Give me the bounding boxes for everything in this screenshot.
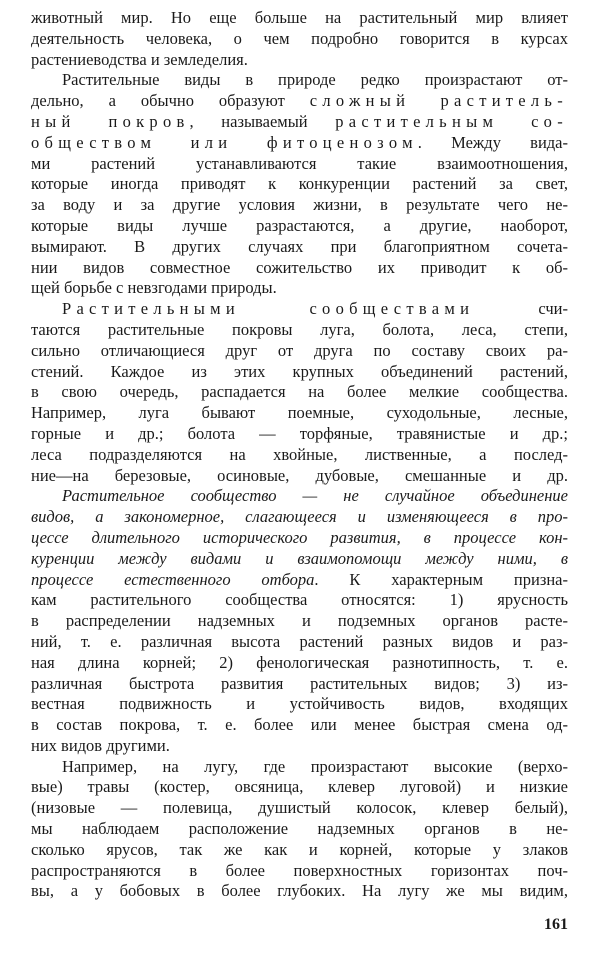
text-segment: ние—на березовые, осиновые, дубовые, смешанные и др. <box>31 465 568 485</box>
text-line <box>31 715 568 736</box>
text-line <box>31 133 568 154</box>
text-line <box>31 258 568 279</box>
text-line <box>31 154 568 175</box>
italic-text: видов, а закономерное, слагающееся и изменяющееся в про- <box>31 507 568 527</box>
text-line <box>31 299 568 320</box>
text-segment: леса подразделяются на хвойные, лиственные, а послед- <box>31 444 568 464</box>
text-segment: , называемый <box>189 111 336 131</box>
text-segment: кам растительного сообщества относятся: 1) ярусность <box>31 590 568 610</box>
text-line <box>31 507 568 528</box>
spaced-term: обществом или фитоценозом <box>31 132 418 152</box>
text-line <box>31 798 568 819</box>
text-segment: сильно отличающиеся друг от друга по составу своих ра- <box>31 340 568 360</box>
text-segment: ний, т. е. различная высота растений разных видов и раз- <box>31 631 568 651</box>
text-line <box>31 29 568 50</box>
text-segment: стений. Каждое из этих крупных объединений растений, <box>31 361 568 381</box>
text-segment: щей борьбе с невзгодами природы. <box>31 278 277 298</box>
text-segment: счи- <box>474 299 568 319</box>
text-segment: . Между вида- <box>417 132 568 152</box>
text-line <box>31 278 568 299</box>
text-segment: вестная подвижность и устойчивость видов, входящих <box>31 694 568 714</box>
text-segment: вые) травы (костер, овсяница, клевер луговой) и низкие <box>31 777 568 797</box>
text-segment: них видов другими. <box>31 735 170 755</box>
italic-text: цессе длительного исторического развития, в процессе кон- <box>31 527 568 547</box>
italic-text: Растительное сообщество — не случайное объединение <box>62 486 568 506</box>
text-line <box>31 840 568 861</box>
text-segment: которые иногда приводят к конкуренции растений за свет, <box>31 174 568 194</box>
text-segment: Например, луга бывают поемные, суходольные, лесные, <box>31 403 568 423</box>
text-line <box>31 674 568 695</box>
text-line <box>31 174 568 195</box>
text-line <box>31 50 568 71</box>
text-line <box>31 403 568 424</box>
text-segment: мы наблюдаем расположение надземных органов в не- <box>31 819 568 839</box>
text-line <box>31 590 568 611</box>
text-line <box>31 445 568 466</box>
text-line <box>31 881 568 902</box>
text-line <box>31 777 568 798</box>
text-line <box>31 341 568 362</box>
book-page-text <box>31 8 568 902</box>
text-segment: в распределении надземных и подземных органов расте- <box>31 611 568 631</box>
text-line <box>31 861 568 882</box>
text-segment: деятельность человека, о чем подробно говорится в курсах <box>31 28 568 48</box>
text-line <box>31 91 568 112</box>
spaced-term: ный покров <box>31 111 190 131</box>
text-segment: . К характерным призна- <box>314 569 568 589</box>
text-segment: таются растительные покровы луга, болота, леса, степи, <box>31 319 568 339</box>
text-segment: ная длина корней; 2) фенологическая разнотипность, т. е. <box>31 652 568 672</box>
text-line <box>31 216 568 237</box>
text-line <box>31 424 568 445</box>
text-segment: горные и др.; болота — торфяные, травянистые и др.; <box>31 423 568 443</box>
text-segment: в состав покрова, т. е. более или менее быстрая смена од- <box>31 715 568 735</box>
text-segment: ми растений устанавливаются такие взаимоотношения, <box>31 153 568 173</box>
text-line <box>31 112 568 133</box>
text-line <box>31 237 568 258</box>
text-segment: за воду и за другие условия жизни, в результате чего не- <box>31 195 568 215</box>
spaced-term: сложный раститель- <box>309 91 568 111</box>
text-line <box>31 653 568 674</box>
text-line <box>31 549 568 570</box>
text-line <box>31 8 568 29</box>
text-segment: Например, на лугу, где произрастают высокие (верхо- <box>62 756 568 776</box>
text-line <box>31 611 568 632</box>
text-line <box>31 466 568 487</box>
text-segment: дельно, а обычно образуют <box>31 91 310 111</box>
text-line <box>31 70 568 91</box>
text-segment: нии видов совместное сожительство их приводит к об- <box>31 257 568 277</box>
text-line <box>31 819 568 840</box>
text-segment: (низовые — полевица, душистый колосок, клевер белый), <box>31 798 568 818</box>
text-line <box>31 382 568 403</box>
text-segment: которые виды лучше разрастаются, а другие, наоборот, <box>31 215 568 235</box>
page-number: 161 <box>544 916 568 933</box>
text-line <box>31 736 568 757</box>
text-line <box>31 757 568 778</box>
text-line <box>31 362 568 383</box>
text-line <box>31 320 568 341</box>
text-segment: распространяются в более поверхностных горизонтах поч- <box>31 860 568 880</box>
spaced-term: Растительными сообществами <box>62 299 475 319</box>
text-segment: животный мир. Но еще больше на растительный мир влияет <box>31 8 568 27</box>
text-segment: Растительные виды в природе редко произрастают от- <box>62 70 568 90</box>
text-segment: сколько ярусов, так же как и корней, которые у злаков <box>31 839 568 859</box>
text-segment: различная быстрота развития растительных видов; 3) из- <box>31 673 568 693</box>
text-line <box>31 570 568 591</box>
italic-text: куренции между видами и взаимопомощи между ними, в <box>31 548 568 568</box>
text-line <box>31 632 568 653</box>
spaced-term: растительным со- <box>335 111 568 131</box>
text-line <box>31 528 568 549</box>
text-line <box>31 195 568 216</box>
text-segment: вымирают. В других случаях при благоприятном сочета- <box>31 236 568 256</box>
text-line <box>31 486 568 507</box>
text-segment: в свою очередь, распадается на более мелкие сообщества. <box>31 382 568 402</box>
text-segment: растениеводства и земледелия. <box>31 49 248 69</box>
italic-text: процессе естественного отбора <box>31 569 315 589</box>
text-line <box>31 694 568 715</box>
text-segment: вы, а у бобовых в более глубоких. На лугу же мы видим, <box>31 881 568 901</box>
